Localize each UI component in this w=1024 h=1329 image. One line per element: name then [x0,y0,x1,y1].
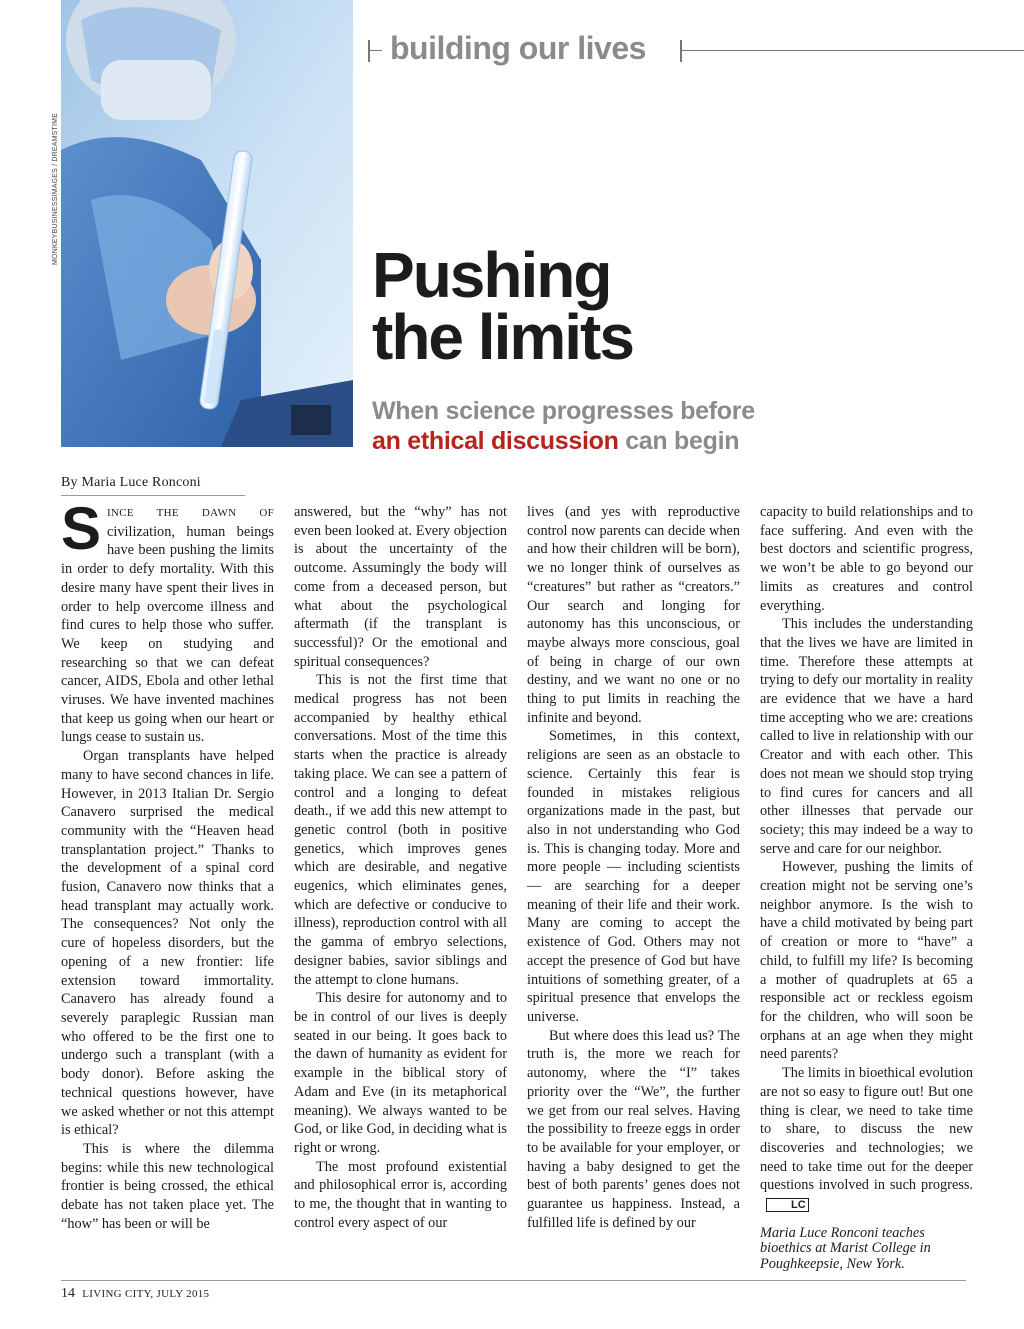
paragraph: capacity to build relationships and to face suffering. And even with the best doctors and scientific progress, we won’t be able to go beyond our limits as creatures and control everything. [760,504,973,614]
paragraph: The most profound existential and philosophical error is, according to me, the thought that in wanting to control every aspect of our [294,1158,507,1231]
page-footer [61,1280,966,1302]
byline-author: Maria Luce Ronconi [81,475,201,490]
section-header [368,30,1024,70]
deck-line-2 [372,426,755,456]
paragraph: Sometimes, in this context, religions are seen as an obstacle to science. Certainly this fear is founded in mistakes religious organizations made in the past, but also in not understanding who God is. This is changing today. More and more people — including scientists — are searching for a deeper meaning of their life and their work. Many are coming to accept the existence of God. Others may not accept the presence of God but have intuitions of something greater, of a spiritual presence that envelops the universe. [527,728,740,1025]
article-column-3 [527,503,740,1232]
paragraph: Organ transplants have helped many to have second chances in life. However, in 2013 Italian Dr. Sergio Canavero surprised the medical community with the “Heaven head transplantation project.” Thanks to the development of a spinal cord fusion, Canavero now thinks that a head transplant may actually work. The consequences? Not only the cure of hopeless disorders, but the opening of a new frontier: life extension toward immortality. Canavero has already found a severely paraplegic Russian man who offered to be the first one to undergo such a transplant (with a body donor). Before asking the technical questions however, have we asked whether or not this attempt is ethical? [61,748,274,1139]
paragraph-text: civilization, human beings have been pushing the limits in order to defy mortality. With this desire many have spent their lives in order to help overcome illness and find cures to help those who suffer. We keep on studying and researching so that we can defeat cancer, AIDS, Ebola and other lethal viruses. We have invented machines that keep us going when our heart or lungs cease to sustain us. [61,523,274,746]
section-title: building our lives [390,30,646,66]
scientist-test-tube-image [61,0,353,447]
paragraph: However, pushing the limits of creation might not be serving one’s neighbor anymore. Is the wish to have a child motivated by being part of creation or more to “have” a child, to fulfill my life? Is becoming a mother of quadruplets at 65 a responsible act or reckless egoism for the children, who will soon be orphans at an age when they might need parents? [760,859,973,1063]
paragraph: lives (and yes with reproductive control now parents can decide when and how their children will be born), we no longer think of ourselves as “creatures” but rather as “creators.” Our search and longing for autonomy has this unconscious, or maybe always more conscious, goal of being in charge of our own destiny, and we want no one or no thing to put limits in reaching the infinite and beyond. [527,504,740,726]
publication-date: LIVING CITY, JULY 2015 [82,1288,210,1300]
drop-cap: S [61,495,102,562]
end-mark-logo: LC [766,1198,809,1212]
paragraph: This is where the dilemma begins: while this new technological frontier is being crossed, the ethical debate has not taken place yet. The “how” has been or will be [61,1140,274,1232]
photo-credit-text: MONKEYBUSINESSIMAGES / DREAMSTIME [52,112,59,265]
paragraph: But where does this lead us? The truth is, the more we reach for autonomy, where the “I” takes priority over the “We”, the further we get from our real selves. Having the possibility to freeze eggs in order to be available for your employer, or having a baby designed to get the best of both parents’ genes does not guarantee us happiness. Instead, a fulfilled life is defined by our [527,1027,740,1231]
article-headline [372,239,633,373]
byline [61,475,245,496]
headline-line-2: the limits [372,301,633,373]
section-rule-right [680,50,1024,51]
section-rule-right-tick [680,40,682,62]
author-bio: Maria Luce Ronconi teaches bioethics at Marist College in Poughkeepsie, New York. [760,1224,931,1272]
paragraph-text: The limits in bioethical evolution are not so easy to figure out! But one thing is clear, we need to take time to share, to discuss the new discoveries and technologies; we need to take time out for the deeper questions involved in such progress. [760,1065,973,1194]
paragraph: answered, but the “why” has not even been looked at. Every objection is about the uncertainty of the outcome. Assumingly the body will come from a deceased person, but what about the psychological aftermath (if the transplant is successful)? Or the emotional and spiritual consequences? [294,504,507,670]
paragraph: This is not the first time that medical progress has not been accompanied by healthy ethical conversations. Most of the time this starts when the practice is already taking place. We can see a pattern of control and a longing to defeat death., if we add this new attempt to genetic control (both in positive genetics, which improves genes which are desirable, and negative eugenics, which eliminates genes, which are defective or conducive to illness), reproduction control with all the gamma of embryo selections, designer babies, savior siblings and the attempt to clone humans. [294,672,507,988]
section-rule-left-tick [368,40,370,62]
paragraph [61,495,274,747]
article-column-1 [61,495,274,1233]
paragraph: This includes the understanding that the lives we have are limited in time. Therefore these attempts at trying to defy our mortality in reality are evidence that we have a hard time accepting who we are: creations called to live in relationship with our Creator and with each other. This does not mean we should stop trying to find cures for cancers and all other illnesses that pervade our society; this may indeed be a way to serve and care for our neighbor. [760,616,973,857]
headline-line-1: Pushing [372,239,611,311]
byline-prefix: By [61,475,78,490]
deck-tail: can begin [618,427,740,455]
section-rule-left [368,50,382,51]
article-subheadline [372,396,755,456]
page-number: 14 [61,1286,75,1301]
lead-in: INCE THE DAWN OF [107,507,274,519]
photo-credit [52,105,64,265]
article-column-4 [760,503,973,1272]
article-column-2 [294,503,507,1232]
lab-photo [61,0,353,447]
deck-highlight: an ethical discussion [372,427,619,455]
paragraph: This desire for autonomy and to be in control of our lives is deeply seated in our being. It goes back to the dawn of humanity as evident for example in the biblical story of Adam and Eve (in its metaphorical meaning). We always wanted to be God, or like God, in deciding what is right or wrong. [294,990,507,1156]
deck-line-1: When science progresses before [372,397,755,425]
paragraph [760,1064,973,1214]
